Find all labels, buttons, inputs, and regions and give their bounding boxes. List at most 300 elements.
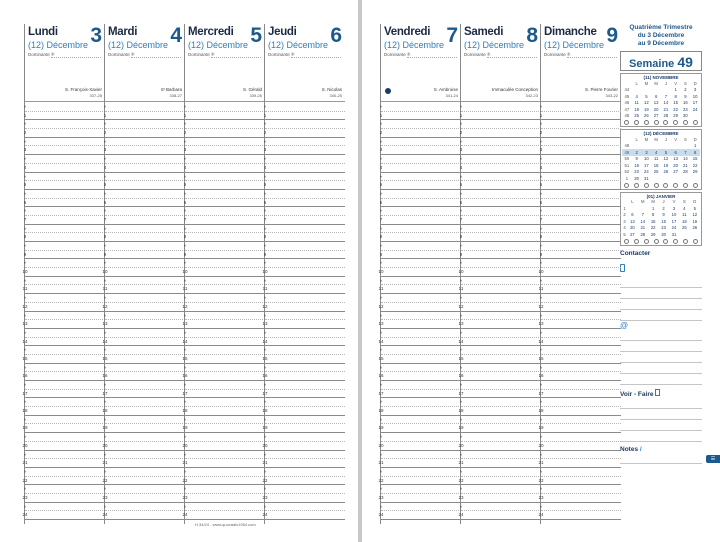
half-hour-line[interactable] bbox=[185, 485, 265, 494]
half-hour-line[interactable] bbox=[25, 329, 105, 338]
half-hour-line[interactable] bbox=[25, 346, 105, 355]
hour-line[interactable] bbox=[182, 355, 265, 364]
half-hour-line[interactable] bbox=[105, 242, 185, 251]
hour-line[interactable] bbox=[378, 355, 461, 364]
hour-line[interactable] bbox=[458, 442, 541, 451]
half-hour-line[interactable] bbox=[461, 259, 541, 268]
half-hour-line[interactable] bbox=[541, 312, 621, 321]
hour-line[interactable] bbox=[182, 442, 265, 451]
hour-line[interactable] bbox=[541, 233, 621, 242]
hour-line[interactable] bbox=[538, 442, 621, 451]
half-hour-line[interactable] bbox=[381, 468, 461, 477]
hour-line[interactable] bbox=[458, 407, 541, 416]
half-hour-line[interactable] bbox=[265, 312, 345, 321]
half-hour-line[interactable] bbox=[381, 433, 461, 442]
hour-line[interactable] bbox=[22, 303, 105, 312]
half-hour-line[interactable] bbox=[541, 207, 621, 216]
half-hour-line[interactable] bbox=[25, 277, 105, 286]
hour-line[interactable] bbox=[102, 355, 185, 364]
voir-faire-lines[interactable] bbox=[620, 398, 702, 442]
hour-line[interactable] bbox=[541, 112, 621, 121]
half-hour-line[interactable] bbox=[541, 242, 621, 251]
half-hour-line[interactable] bbox=[461, 416, 541, 425]
half-hour-line[interactable] bbox=[105, 398, 185, 407]
half-hour-line[interactable] bbox=[265, 120, 345, 129]
half-hour-line[interactable] bbox=[461, 485, 541, 494]
hour-line[interactable] bbox=[378, 338, 461, 347]
hour-line[interactable] bbox=[378, 320, 461, 329]
half-hour-line[interactable] bbox=[25, 138, 105, 147]
writing-line[interactable] bbox=[620, 277, 702, 288]
hour-line[interactable] bbox=[541, 181, 621, 190]
half-hour-line[interactable] bbox=[185, 190, 265, 199]
half-hour-line[interactable] bbox=[461, 225, 541, 234]
hour-line[interactable] bbox=[25, 146, 105, 155]
hour-line[interactable] bbox=[458, 390, 541, 399]
hour-line[interactable] bbox=[461, 199, 541, 208]
half-hour-line[interactable] bbox=[105, 468, 185, 477]
hour-line[interactable] bbox=[25, 233, 105, 242]
half-hour-line[interactable] bbox=[25, 503, 105, 512]
half-hour-line[interactable] bbox=[381, 364, 461, 373]
hour-line[interactable] bbox=[461, 233, 541, 242]
half-hour-line[interactable] bbox=[25, 398, 105, 407]
hour-line[interactable] bbox=[185, 216, 265, 225]
half-hour-line[interactable] bbox=[461, 277, 541, 286]
half-hour-line[interactable] bbox=[105, 329, 185, 338]
half-hour-line[interactable] bbox=[265, 451, 345, 460]
half-hour-line[interactable] bbox=[105, 103, 185, 112]
hour-line[interactable] bbox=[102, 320, 185, 329]
half-hour-line[interactable] bbox=[185, 277, 265, 286]
half-hour-line[interactable] bbox=[381, 451, 461, 460]
half-hour-line[interactable] bbox=[461, 138, 541, 147]
half-hour-line[interactable] bbox=[105, 138, 185, 147]
half-hour-line[interactable] bbox=[105, 259, 185, 268]
writing-line[interactable] bbox=[620, 310, 702, 321]
half-hour-line[interactable] bbox=[25, 207, 105, 216]
hour-line[interactable] bbox=[538, 303, 621, 312]
half-hour-line[interactable] bbox=[265, 173, 345, 182]
half-hour-line[interactable] bbox=[105, 155, 185, 164]
half-hour-line[interactable] bbox=[25, 190, 105, 199]
hour-line[interactable] bbox=[102, 424, 185, 433]
half-hour-line[interactable] bbox=[105, 277, 185, 286]
hour-line[interactable] bbox=[541, 199, 621, 208]
half-hour-line[interactable] bbox=[461, 312, 541, 321]
hour-line[interactable] bbox=[102, 372, 185, 381]
half-hour-line[interactable] bbox=[265, 329, 345, 338]
hour-line[interactable] bbox=[458, 338, 541, 347]
half-hour-line[interactable] bbox=[25, 364, 105, 373]
half-hour-line[interactable] bbox=[265, 503, 345, 512]
hour-line[interactable] bbox=[105, 199, 185, 208]
hour-line[interactable] bbox=[538, 407, 621, 416]
half-hour-line[interactable] bbox=[265, 207, 345, 216]
hour-line[interactable] bbox=[458, 424, 541, 433]
hour-line[interactable] bbox=[538, 494, 621, 503]
half-hour-line[interactable] bbox=[541, 190, 621, 199]
half-hour-line[interactable] bbox=[265, 242, 345, 251]
hour-line[interactable] bbox=[538, 511, 621, 520]
half-hour-line[interactable] bbox=[541, 173, 621, 182]
half-hour-line[interactable] bbox=[541, 381, 621, 390]
hour-line[interactable] bbox=[105, 112, 185, 121]
writing-line[interactable] bbox=[620, 352, 702, 363]
half-hour-line[interactable] bbox=[185, 433, 265, 442]
half-hour-line[interactable] bbox=[185, 312, 265, 321]
half-hour-line[interactable] bbox=[381, 312, 461, 321]
half-hour-line[interactable] bbox=[541, 451, 621, 460]
hour-line[interactable] bbox=[262, 285, 345, 294]
hour-line[interactable] bbox=[265, 164, 345, 173]
writing-line[interactable] bbox=[620, 363, 702, 374]
writing-line[interactable] bbox=[620, 374, 702, 385]
hour-line[interactable] bbox=[461, 129, 541, 138]
hour-line[interactable] bbox=[22, 355, 105, 364]
dominante-line[interactable] bbox=[407, 57, 457, 58]
half-hour-line[interactable] bbox=[25, 416, 105, 425]
half-hour-line[interactable] bbox=[105, 416, 185, 425]
hour-line[interactable] bbox=[262, 338, 345, 347]
half-hour-line[interactable] bbox=[541, 503, 621, 512]
half-hour-line[interactable] bbox=[461, 364, 541, 373]
half-hour-line[interactable] bbox=[381, 155, 461, 164]
half-hour-line[interactable] bbox=[381, 242, 461, 251]
half-hour-line[interactable] bbox=[541, 485, 621, 494]
page-tab-marker[interactable]: ☰ bbox=[706, 455, 720, 463]
hour-line[interactable] bbox=[538, 268, 621, 277]
hour-line[interactable] bbox=[265, 251, 345, 260]
hour-line[interactable] bbox=[458, 477, 541, 486]
hour-line[interactable] bbox=[262, 424, 345, 433]
half-hour-line[interactable] bbox=[25, 485, 105, 494]
hour-line[interactable] bbox=[461, 146, 541, 155]
hour-line[interactable] bbox=[102, 268, 185, 277]
hour-line[interactable] bbox=[185, 129, 265, 138]
hour-line[interactable] bbox=[182, 424, 265, 433]
half-hour-line[interactable] bbox=[185, 503, 265, 512]
half-hour-line[interactable] bbox=[185, 329, 265, 338]
half-hour-line[interactable] bbox=[185, 242, 265, 251]
half-hour-line[interactable] bbox=[265, 346, 345, 355]
half-hour-line[interactable] bbox=[25, 381, 105, 390]
half-hour-line[interactable] bbox=[25, 451, 105, 460]
hour-line[interactable] bbox=[182, 268, 265, 277]
hour-line[interactable] bbox=[25, 251, 105, 260]
half-hour-line[interactable] bbox=[105, 173, 185, 182]
hour-line[interactable] bbox=[105, 146, 185, 155]
hour-line[interactable] bbox=[185, 164, 265, 173]
half-hour-line[interactable] bbox=[381, 173, 461, 182]
hour-line[interactable] bbox=[458, 320, 541, 329]
hour-line[interactable] bbox=[182, 477, 265, 486]
half-hour-line[interactable] bbox=[265, 468, 345, 477]
hour-line[interactable] bbox=[22, 338, 105, 347]
hour-line[interactable] bbox=[461, 216, 541, 225]
half-hour-line[interactable] bbox=[461, 103, 541, 112]
half-hour-line[interactable] bbox=[381, 329, 461, 338]
hour-line[interactable] bbox=[22, 407, 105, 416]
hour-line[interactable] bbox=[541, 216, 621, 225]
hour-line[interactable] bbox=[538, 477, 621, 486]
hour-line[interactable] bbox=[461, 112, 541, 121]
half-hour-line[interactable] bbox=[461, 346, 541, 355]
half-hour-line[interactable] bbox=[105, 485, 185, 494]
hour-line[interactable] bbox=[378, 390, 461, 399]
hour-line[interactable] bbox=[538, 372, 621, 381]
dominante-line[interactable] bbox=[131, 57, 181, 58]
hour-line[interactable] bbox=[185, 146, 265, 155]
hour-line[interactable] bbox=[538, 320, 621, 329]
half-hour-line[interactable] bbox=[381, 398, 461, 407]
hour-line[interactable] bbox=[22, 390, 105, 399]
half-hour-line[interactable] bbox=[265, 294, 345, 303]
half-hour-line[interactable] bbox=[381, 190, 461, 199]
half-hour-line[interactable] bbox=[25, 120, 105, 129]
hour-line[interactable] bbox=[185, 112, 265, 121]
half-hour-line[interactable] bbox=[381, 294, 461, 303]
hour-line[interactable] bbox=[538, 285, 621, 294]
hour-line[interactable] bbox=[105, 251, 185, 260]
hour-line[interactable] bbox=[265, 112, 345, 121]
hour-line[interactable] bbox=[182, 338, 265, 347]
half-hour-line[interactable] bbox=[541, 433, 621, 442]
half-hour-line[interactable] bbox=[461, 468, 541, 477]
half-hour-line[interactable] bbox=[381, 503, 461, 512]
hour-line[interactable] bbox=[378, 268, 461, 277]
half-hour-line[interactable] bbox=[381, 225, 461, 234]
hour-line[interactable] bbox=[22, 442, 105, 451]
half-hour-line[interactable] bbox=[185, 173, 265, 182]
writing-line[interactable] bbox=[620, 409, 702, 420]
hour-line[interactable] bbox=[25, 199, 105, 208]
dominante-line[interactable] bbox=[567, 57, 617, 58]
half-hour-line[interactable] bbox=[105, 120, 185, 129]
half-hour-line[interactable] bbox=[381, 103, 461, 112]
half-hour-line[interactable] bbox=[461, 173, 541, 182]
half-hour-line[interactable] bbox=[185, 225, 265, 234]
hour-line[interactable] bbox=[538, 338, 621, 347]
half-hour-line[interactable] bbox=[25, 468, 105, 477]
hour-line[interactable] bbox=[102, 303, 185, 312]
hour-line[interactable] bbox=[102, 390, 185, 399]
half-hour-line[interactable] bbox=[461, 242, 541, 251]
hour-line[interactable] bbox=[262, 459, 345, 468]
contacter-lines[interactable] bbox=[620, 277, 702, 321]
hour-line[interactable] bbox=[182, 372, 265, 381]
half-hour-line[interactable] bbox=[25, 294, 105, 303]
hour-line[interactable] bbox=[102, 338, 185, 347]
hour-line[interactable] bbox=[265, 181, 345, 190]
half-hour-line[interactable] bbox=[541, 277, 621, 286]
hour-line[interactable] bbox=[458, 303, 541, 312]
hour-line[interactable] bbox=[22, 285, 105, 294]
half-hour-line[interactable] bbox=[25, 433, 105, 442]
hour-line[interactable] bbox=[182, 459, 265, 468]
half-hour-line[interactable] bbox=[105, 312, 185, 321]
hour-line[interactable] bbox=[262, 303, 345, 312]
half-hour-line[interactable] bbox=[541, 346, 621, 355]
half-hour-line[interactable] bbox=[105, 503, 185, 512]
hour-line[interactable] bbox=[22, 372, 105, 381]
writing-line[interactable] bbox=[620, 299, 702, 310]
hour-line[interactable] bbox=[381, 181, 461, 190]
hour-line[interactable] bbox=[541, 164, 621, 173]
hour-line[interactable] bbox=[25, 129, 105, 138]
half-hour-line[interactable] bbox=[265, 364, 345, 373]
half-hour-line[interactable] bbox=[105, 364, 185, 373]
hour-line[interactable] bbox=[105, 129, 185, 138]
hour-line[interactable] bbox=[262, 372, 345, 381]
half-hour-line[interactable] bbox=[541, 398, 621, 407]
writing-line[interactable] bbox=[620, 288, 702, 299]
half-hour-line[interactable] bbox=[185, 346, 265, 355]
hour-line[interactable] bbox=[25, 164, 105, 173]
hour-line[interactable] bbox=[265, 146, 345, 155]
hour-line[interactable] bbox=[262, 268, 345, 277]
hour-line[interactable] bbox=[265, 216, 345, 225]
half-hour-line[interactable] bbox=[185, 468, 265, 477]
half-hour-line[interactable] bbox=[461, 294, 541, 303]
half-hour-line[interactable] bbox=[265, 225, 345, 234]
email-lines[interactable] bbox=[620, 330, 702, 385]
hour-line[interactable] bbox=[105, 216, 185, 225]
half-hour-line[interactable] bbox=[265, 277, 345, 286]
hour-line[interactable] bbox=[262, 511, 345, 520]
half-hour-line[interactable] bbox=[105, 451, 185, 460]
hour-line[interactable] bbox=[378, 442, 461, 451]
half-hour-line[interactable] bbox=[541, 364, 621, 373]
notes-lines[interactable] bbox=[620, 453, 702, 464]
half-hour-line[interactable] bbox=[25, 155, 105, 164]
dominante-line[interactable] bbox=[51, 57, 101, 58]
half-hour-line[interactable] bbox=[105, 346, 185, 355]
hour-line[interactable] bbox=[102, 511, 185, 520]
hour-line[interactable] bbox=[105, 164, 185, 173]
half-hour-line[interactable] bbox=[105, 207, 185, 216]
half-hour-line[interactable] bbox=[185, 103, 265, 112]
half-hour-line[interactable] bbox=[541, 468, 621, 477]
half-hour-line[interactable] bbox=[185, 416, 265, 425]
half-hour-line[interactable] bbox=[185, 120, 265, 129]
hour-line[interactable] bbox=[538, 459, 621, 468]
half-hour-line[interactable] bbox=[541, 103, 621, 112]
half-hour-line[interactable] bbox=[185, 155, 265, 164]
writing-line[interactable] bbox=[620, 398, 702, 409]
writing-line[interactable] bbox=[620, 453, 702, 464]
half-hour-line[interactable] bbox=[185, 138, 265, 147]
half-hour-line[interactable] bbox=[541, 120, 621, 129]
half-hour-line[interactable] bbox=[25, 312, 105, 321]
half-hour-line[interactable] bbox=[461, 190, 541, 199]
half-hour-line[interactable] bbox=[381, 259, 461, 268]
half-hour-line[interactable] bbox=[461, 120, 541, 129]
hour-line[interactable] bbox=[262, 494, 345, 503]
hour-line[interactable] bbox=[378, 494, 461, 503]
half-hour-line[interactable] bbox=[265, 155, 345, 164]
half-hour-line[interactable] bbox=[265, 259, 345, 268]
half-hour-line[interactable] bbox=[461, 155, 541, 164]
hour-line[interactable] bbox=[381, 164, 461, 173]
hour-line[interactable] bbox=[265, 233, 345, 242]
hour-line[interactable] bbox=[378, 511, 461, 520]
hour-line[interactable] bbox=[381, 251, 461, 260]
hour-line[interactable] bbox=[378, 285, 461, 294]
hour-line[interactable] bbox=[102, 494, 185, 503]
half-hour-line[interactable] bbox=[185, 207, 265, 216]
dominante-line[interactable] bbox=[487, 57, 537, 58]
hour-line[interactable] bbox=[538, 390, 621, 399]
half-hour-line[interactable] bbox=[25, 259, 105, 268]
hour-line[interactable] bbox=[458, 511, 541, 520]
hour-line[interactable] bbox=[461, 181, 541, 190]
half-hour-line[interactable] bbox=[265, 416, 345, 425]
half-hour-line[interactable] bbox=[541, 294, 621, 303]
hour-line[interactable] bbox=[185, 199, 265, 208]
hour-line[interactable] bbox=[22, 424, 105, 433]
hour-line[interactable] bbox=[458, 494, 541, 503]
hour-line[interactable] bbox=[182, 303, 265, 312]
hour-line[interactable] bbox=[378, 372, 461, 381]
half-hour-line[interactable] bbox=[541, 155, 621, 164]
hour-line[interactable] bbox=[102, 459, 185, 468]
half-hour-line[interactable] bbox=[25, 103, 105, 112]
hour-line[interactable] bbox=[182, 494, 265, 503]
hour-line[interactable] bbox=[262, 355, 345, 364]
hour-line[interactable] bbox=[182, 511, 265, 520]
hour-line[interactable] bbox=[182, 407, 265, 416]
hour-line[interactable] bbox=[461, 251, 541, 260]
hour-line[interactable] bbox=[22, 494, 105, 503]
half-hour-line[interactable] bbox=[265, 485, 345, 494]
half-hour-line[interactable] bbox=[25, 225, 105, 234]
hour-line[interactable] bbox=[378, 424, 461, 433]
hour-line[interactable] bbox=[265, 199, 345, 208]
half-hour-line[interactable] bbox=[381, 416, 461, 425]
writing-line[interactable] bbox=[620, 420, 702, 431]
hour-line[interactable] bbox=[541, 146, 621, 155]
half-hour-line[interactable] bbox=[105, 190, 185, 199]
half-hour-line[interactable] bbox=[265, 138, 345, 147]
dominante-line[interactable] bbox=[211, 57, 261, 58]
half-hour-line[interactable] bbox=[461, 433, 541, 442]
half-hour-line[interactable] bbox=[265, 398, 345, 407]
writing-line[interactable] bbox=[620, 431, 702, 442]
hour-line[interactable] bbox=[185, 251, 265, 260]
hour-line[interactable] bbox=[262, 407, 345, 416]
hour-line[interactable] bbox=[22, 320, 105, 329]
half-hour-line[interactable] bbox=[265, 433, 345, 442]
hour-line[interactable] bbox=[381, 129, 461, 138]
half-hour-line[interactable] bbox=[381, 138, 461, 147]
hour-line[interactable] bbox=[105, 233, 185, 242]
half-hour-line[interactable] bbox=[381, 120, 461, 129]
half-hour-line[interactable] bbox=[541, 416, 621, 425]
half-hour-line[interactable] bbox=[185, 294, 265, 303]
hour-line[interactable] bbox=[458, 372, 541, 381]
hour-line[interactable] bbox=[102, 477, 185, 486]
half-hour-line[interactable] bbox=[541, 225, 621, 234]
hour-line[interactable] bbox=[185, 233, 265, 242]
hour-line[interactable] bbox=[22, 459, 105, 468]
hour-line[interactable] bbox=[22, 268, 105, 277]
half-hour-line[interactable] bbox=[461, 503, 541, 512]
dominante-line[interactable] bbox=[291, 57, 341, 58]
hour-line[interactable] bbox=[182, 320, 265, 329]
hour-line[interactable] bbox=[262, 390, 345, 399]
hour-line[interactable] bbox=[182, 285, 265, 294]
